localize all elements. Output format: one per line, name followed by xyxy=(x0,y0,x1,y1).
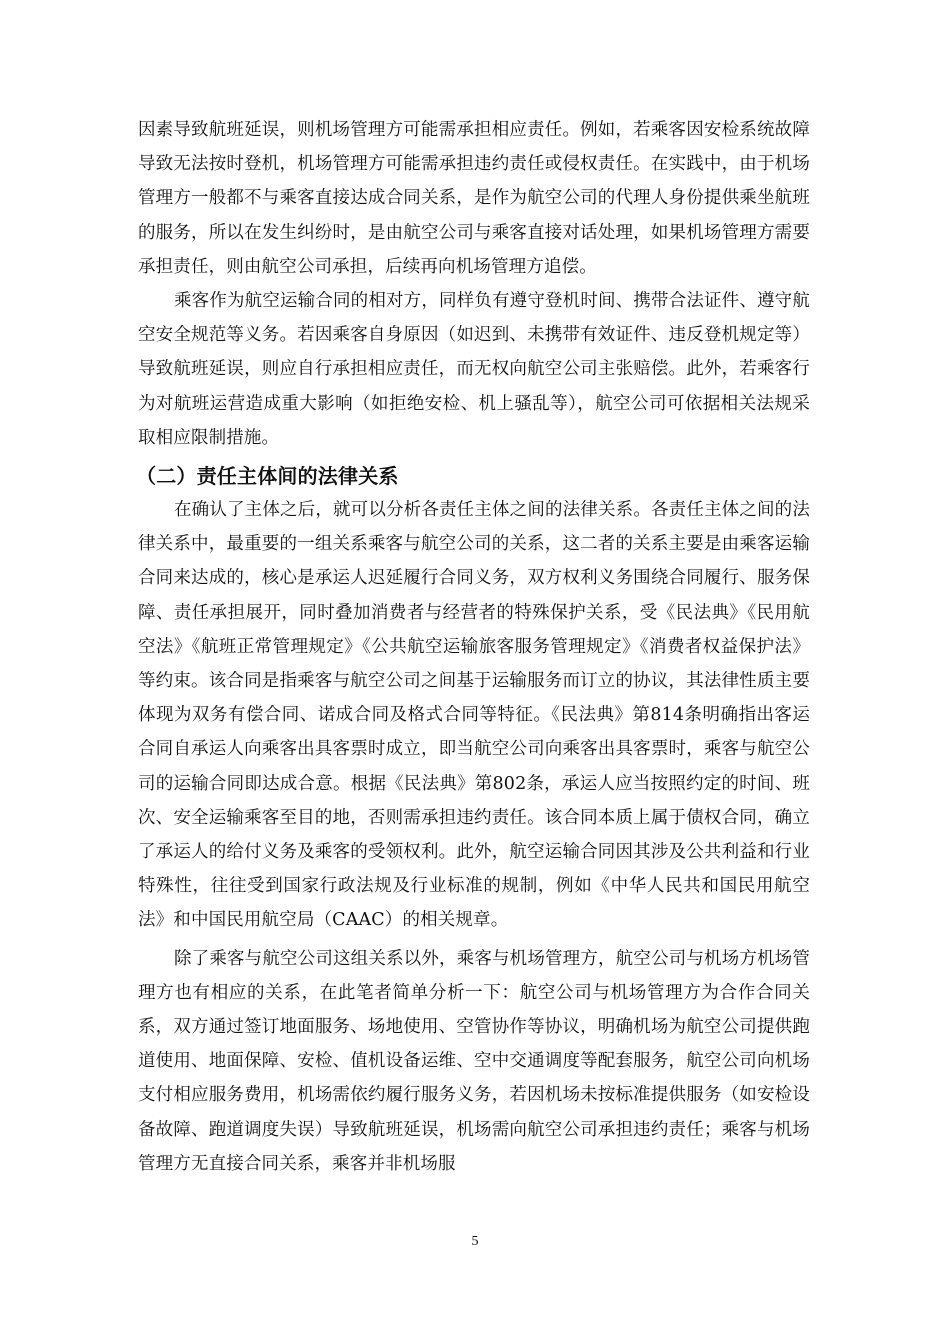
section-heading: （二）责任主体间的法律关系 xyxy=(136,464,399,489)
body-paragraph-1: 因素导致航班延误，则机场管理方可能需承担相应责任。例如，若乘客因安检系统故障导致无法按时登机，机场管理方可能需承担违约责任或侵权责任。在实践中，由于机场管理方一般都不与乘客直接达成合同关系，是作为航空公司的代理人身份提供乘坐航班的服务，所以在发生纠纷时，是由航空公司与乘客直接对话处理，如果机场管理方需要承担责任，则由航空公司承担，后续再向机场管理方追偿。 xyxy=(138,120,810,277)
page-body xyxy=(138,113,810,1181)
body-paragraph-3: 在确认了主体之后，就可以分析各责任主体之间的法律关系。各责任主体之间的法律关系中，最重要的一组关系乘客与航空公司的关系，这二者的关系主要是由乘客运输合同来达成的，核心是承运人迟延履行合同义务，双方权利义务围绕合同履行、服务保障、责任承担展开，同时叠加消费者与经营者的特殊保护关系，受《民法典》《民用航空法》《航班正常管理规定》《公共航空运输旅客服务管理规定》《消费者权益保护法》等约束。该合同是指乘客与航空公司之间基于运输服务而订立的协议，其法律性质主要体现为双务有偿合同、诺成合同及格式合同等特征。《民法典》第814条明确指出客运合同自承运人向乘客出具客票时成立，即当航空公司向乘客出具客票时，乘客与航空公司的运输合同即达成合意。根据《民法典》第802条，承运人应当按照约定的时间、班次、安全运输乘客至目的地，否则需承担违约责任。该合同本质上属于债权合同，确立了承运人的给付义务及乘客的受领权利。此外，航空运输合同因其涉及公共利益和行业特殊性，往往受到国家行政法规及行业标准的规制，例如《中华人民共和国民用航空法》和中国民用航空局（CAAC）的相关规章。 xyxy=(138,500,810,931)
body-paragraph-2: 乘客作为航空运输合同的相对方，同样负有遵守登机时间、携带合法证件、遵守航空安全规范等义务。若因乘客自身原因（如迟到、未携带有效证件、违反登机规定等）导致航班延误，则应自行承担相应责任，而无权向航空公司主张赔偿。此外，若乘客行为对航班运营造成重大影响（如拒绝安检、机上骚乱等），航空公司可依据相关法规采取相应限制措施。 xyxy=(138,291,810,448)
body-paragraph-4: 除了乘客与航空公司这组关系以外，乘客与机场管理方，航空公司与机场方机场管理方也有相应的关系，在此笔者简单分析一下：航空公司与机场管理方为合作合同关系，双方通过签订地面服务、场地使用、空管协作等协议，明确机场为航空公司提供跑道使用、地面保障、安检、值机设备运维、空中交通调度等配套服务，航空公司向机场支付相应服务费用，机场需依约履行服务义务，若因机场未按标准提供服务（如安检设备故障、跑道调度失误）导致航班延误，机场需向航空公司承担违约责任；乘客与机场管理方无直接合同关系，乘客并非机场服 xyxy=(138,948,810,1174)
page-number: 5 xyxy=(471,1234,479,1249)
